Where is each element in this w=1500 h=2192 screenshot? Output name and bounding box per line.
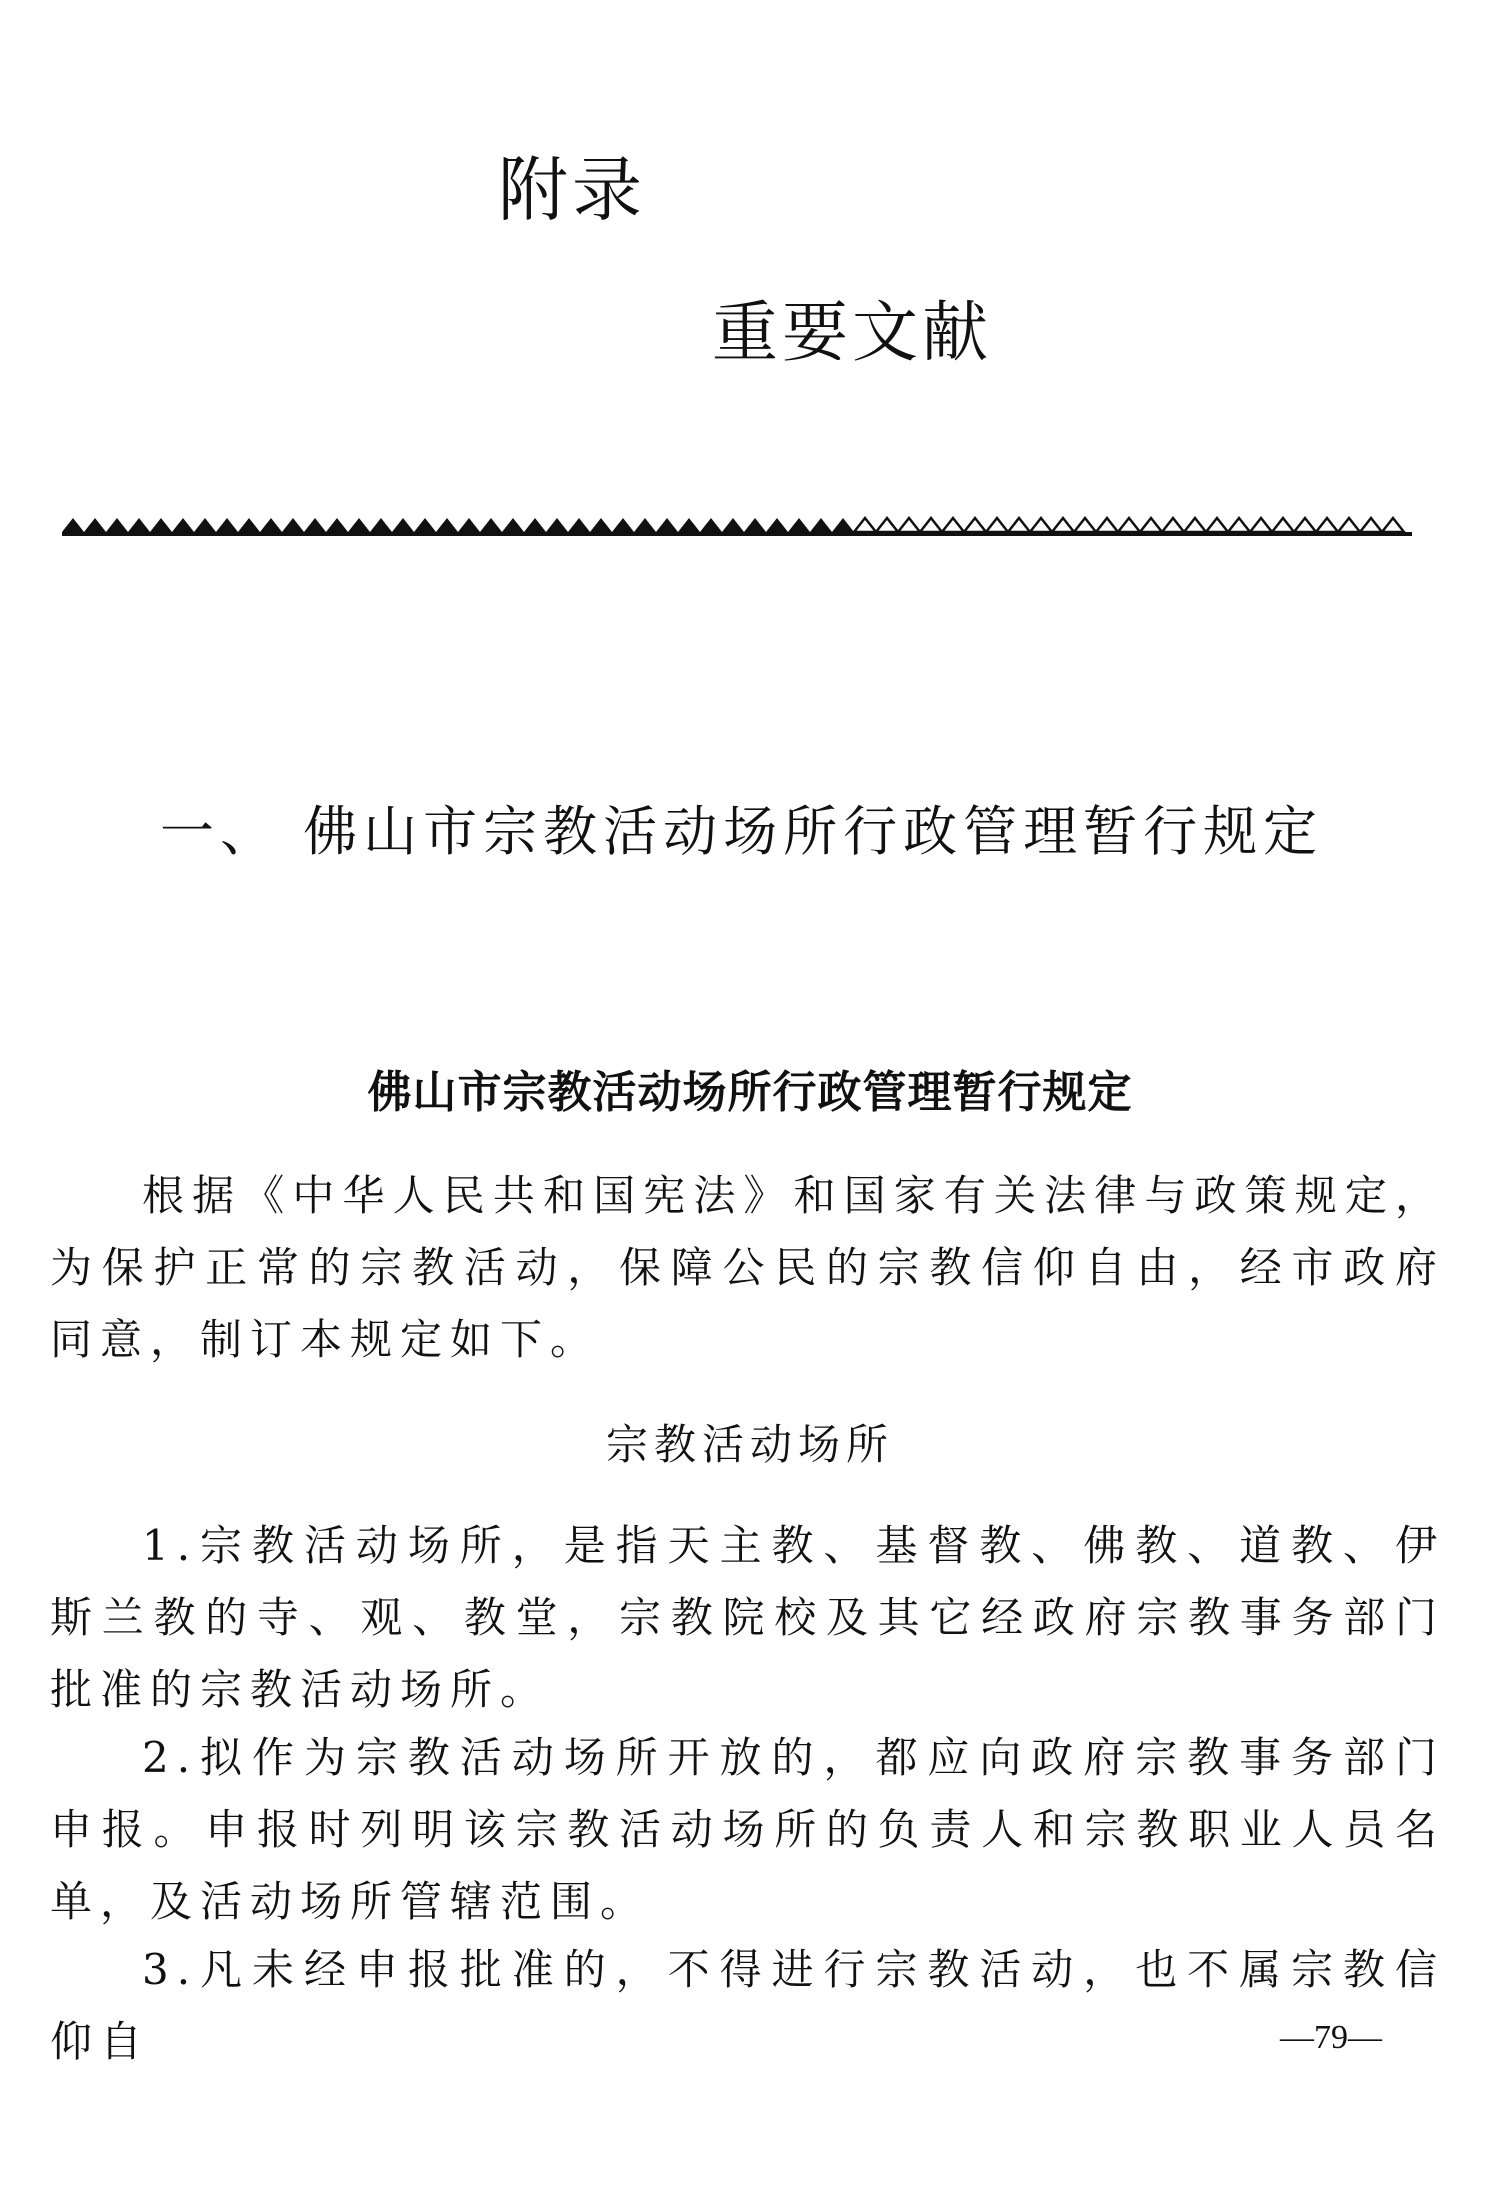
intro-paragraph: 根据《中华人民共和国宪法》和国家有关法律与政策规定，为保护正常的宗教活动，保障公民的宗教信仰自由，经市政府同意，制订本规定如下。: [50, 1171, 1445, 1364]
appendix-label: 附录: [498, 149, 646, 231]
document-title: 佛山市宗教活动场所行政管理暂行规定: [367, 1067, 1133, 1118]
decorative-divider: [62, 512, 1412, 538]
subheading: 宗教活动场所: [605, 1420, 894, 1469]
page-number: —79—: [1280, 2019, 1382, 2056]
article-paragraph: 3.凡未经申报批准的，不得进行宗教活动，也不属宗教信仰自: [50, 1945, 1445, 2066]
important-documents-label: 重要文献: [712, 294, 992, 371]
section-heading: 一、 佛山市宗教活动场所行政管理暂行规定: [160, 800, 1324, 863]
article-paragraph: 2.拟作为宗教活动场所开放的，都应向政府宗教事务部门申报。申报时列明该宗教活动场所的负责人和宗教职业人员名单，及活动场所管辖范围。: [50, 1733, 1445, 1926]
article-paragraph: 1.宗教活动场所，是指天主教、基督教、佛教、道教、伊斯兰教的寺、观、教堂，宗教院校及其它经政府宗教事务部门批准的宗教活动场所。: [50, 1521, 1445, 1714]
